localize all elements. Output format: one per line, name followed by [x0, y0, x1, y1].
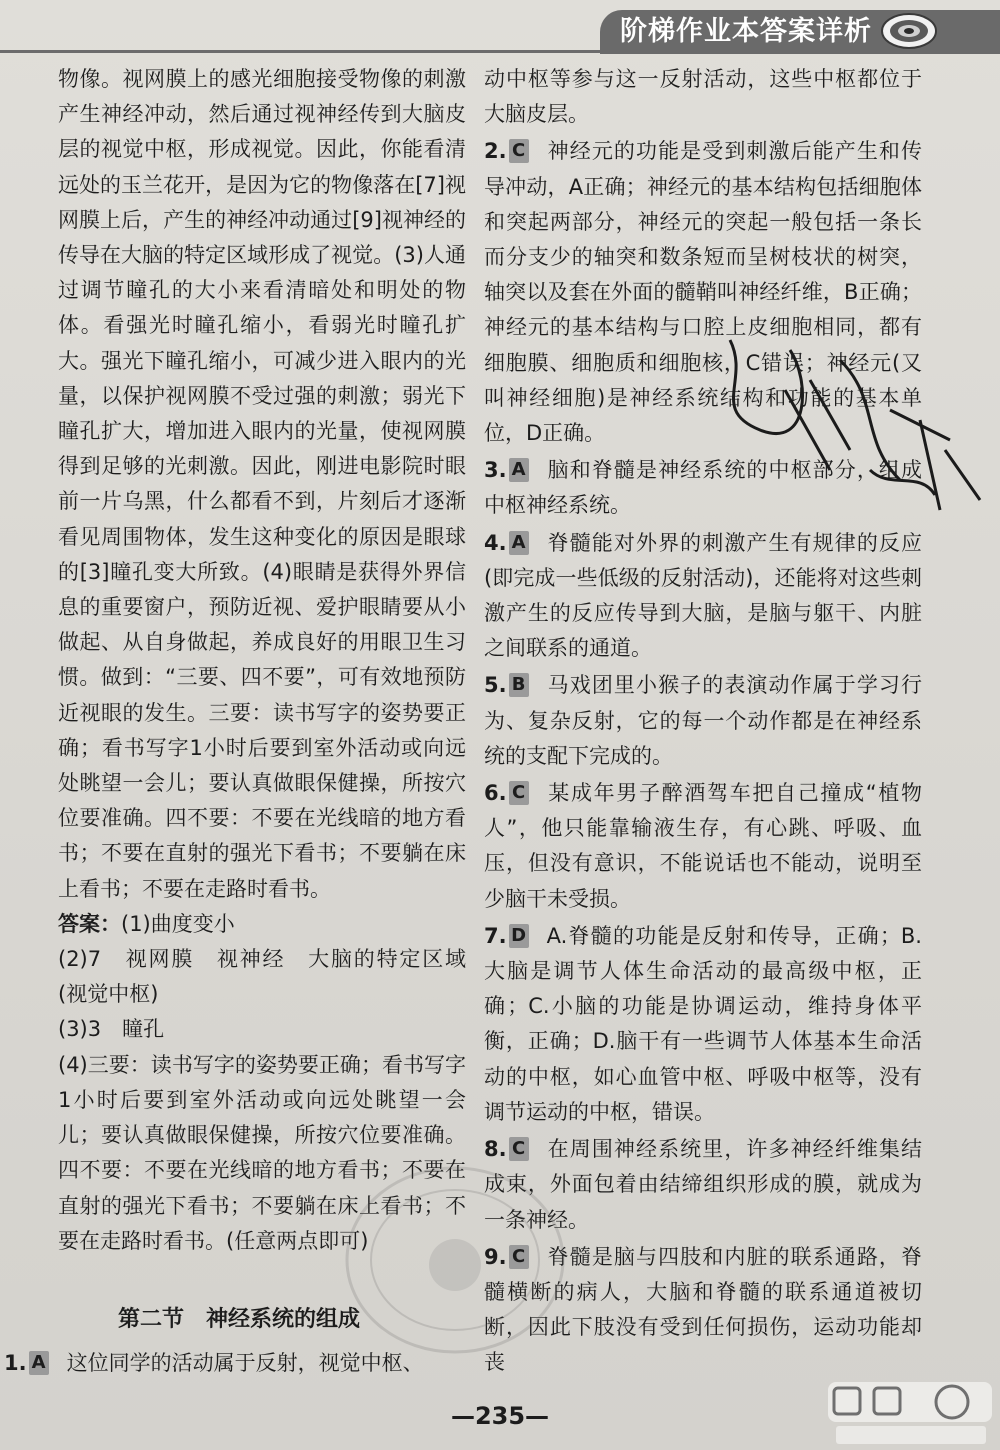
question-text: 脊髓是脑与四肢和内脏的联系通路，脊髓横断的病人，大脑和脊髓的联系通道被切断，因此下肢没有受到任何损伤，运动功能却丧 — [484, 1244, 922, 1375]
question-text: 神经元的功能是受到刺激后能产生和传导冲动，A正确；神经元的基本结构包括细胞体和突起两部分，神经元的突起一般包括一条长而分支少的轴突和数条短而呈树枝状的树突，轴突以及套在外面的髓鞘叫神经纤维，B正确；神经元的基本结构与口腔上皮细胞相同，都有细胞膜、细胞质和细胞核，C错误；神经元(又叫神经细胞)是神经系统结构和功能的基本单位，D正确。 — [484, 139, 922, 446]
question-number: 5. — [484, 673, 507, 698]
answer-box: A — [509, 458, 529, 482]
question-number: 8. — [484, 1137, 507, 1162]
answer-item-4: (4)三要：读书写字的姿势要正确；看书写字1小时后要到室外活动或向远处眺望一会儿；要认真做眼保健操，所按穴位要准确。四不要：不要在光线暗的地方看书；不要在直射的强光下看书；不要躺在床上看书；不要在走路时看书。(任意两点即可) — [58, 1052, 466, 1253]
question-text: 脊髓能对外界的刺激产生有规律的反应(即完成一些低级的反射活动)，还能将对这些刺激产生的反应传导到大脑，是脑与躯干、内脏之间联系的通道。 — [484, 530, 922, 661]
question-text: 马戏团里小猴子的表演动作属于学习行为、复杂反射，它的每一个动作都是在神经系统的支配下完成的。 — [484, 673, 922, 768]
left-column — [58, 62, 466, 1259]
answer-box: A — [509, 531, 529, 555]
question-text: 动中枢等参与这一反射活动，这些中枢都位于大脑皮层。 — [484, 67, 922, 127]
answer-box: C — [509, 139, 529, 163]
header-title: 阶梯作业本答案详析 — [620, 16, 872, 47]
question-number: 9. — [484, 1244, 507, 1269]
answer-block — [58, 907, 466, 942]
question-5 — [484, 668, 922, 774]
question-number: 2. — [484, 139, 507, 164]
answer-item-2: (2)7 视网膜 视神经 大脑的特定区域(视觉中枢) — [58, 947, 466, 1007]
question-number: 4. — [484, 530, 507, 555]
question-number: 6. — [484, 781, 507, 806]
publisher-logo-icon — [880, 12, 938, 50]
question-number: 3. — [484, 458, 507, 483]
question-number: 1. — [4, 1351, 27, 1375]
answer-box: C — [509, 1137, 529, 1161]
question-text: A.脊髓的功能是反射和传导，正确；B.大脑是调节人体生命活动的最高级中枢，正确；C.小脑的功能是协调运动，维持身体平衡，正确；D.脑干有一些调节人体基本生命活动的中枢，如心血管中枢、呼吸中枢等，没有调节运动的中枢，错误。 — [484, 923, 922, 1124]
site-watermark-icon — [822, 1378, 1000, 1450]
question-text: 在周围神经系统里，许多神经纤维集结成束，外面包着由结缔组织形成的膜，就成为一条神经。 — [484, 1137, 922, 1232]
question-number: 7. — [484, 923, 507, 948]
explanation-paragraph: 物像。视网膜上的感光细胞接受物像的刺激产生神经冲动，然后通过视神经传到大脑皮层的视觉中枢，形成视觉。因此，你能看清远处的玉兰花开，是因为它的物像落在[7]视网膜上后，产生的神经冲动通过[9]视神经的传导在大脑的特定区域形成了视觉。(3)人通过调节瞳孔的大小来看清暗处和明处的物体。看强光时瞳孔缩小，看弱光时瞳孔扩大。强光下瞳孔缩小，可减少进入眼内的光量，以保护视网膜不受过强的刺激；弱光下瞳孔扩大，增加进入眼内的光量，使视网膜得到足够的光刺激。因此，刚进电影院时眼前一片乌黑，什么都看不到，片刻后才逐渐看见周围物体，发生这种变化的原因是眼球的[3]瞳孔变大所致。(4)眼睛是获得外界信息的重要窗户，预防近视、爱护眼睛要从小做起、从自身做起，养成良好的用眼卫生习惯。做到：“三要、四不要”，可有效地预防近视眼的发生。三要：读书写字的姿势要正确；看书写字1小时后要到室外活动或向远处眺望一会儿；要认真做眼保健操，所按穴位要准确。四不要：不要在光线暗的地方看书；不要在直射的强光下看书；不要躺在床上看书；不要在走路时看书。 — [58, 67, 466, 901]
handwriting-scribble-icon — [690, 320, 990, 520]
answer-item-3: (3)3 瞳孔 — [58, 1017, 165, 1042]
answer-item-1: (1)曲度变小 — [121, 911, 235, 936]
answer-box: C — [509, 781, 529, 805]
section-title: 第二节 神经系统的组成 — [118, 1307, 361, 1332]
question-7 — [484, 919, 922, 1130]
question-6 — [484, 776, 922, 917]
answer-box: A — [29, 1351, 49, 1375]
question-1-continued — [484, 62, 922, 132]
answer-box: B — [509, 673, 529, 697]
question-text: 这位同学的活动属于反射，视觉中枢、 — [66, 1351, 424, 1375]
answer-box: C — [509, 1245, 529, 1269]
question-4 — [484, 526, 922, 667]
answer-box: D — [509, 924, 529, 948]
answer-label: 答案： — [58, 911, 121, 936]
stamp-icon — [340, 1160, 570, 1360]
page-number: —235— — [450, 1402, 550, 1430]
question-text: 脑和脊髓是神经系统的中枢部分，组成中枢神经系统。 — [484, 458, 922, 518]
question-text: 某成年男子醉酒驾车把自己撞成“植物人”，他只能靠输液生存，有心跳、呼吸、血压，但没有意识，不能说话也不能动，说明至少脑干未受损。 — [484, 781, 922, 911]
